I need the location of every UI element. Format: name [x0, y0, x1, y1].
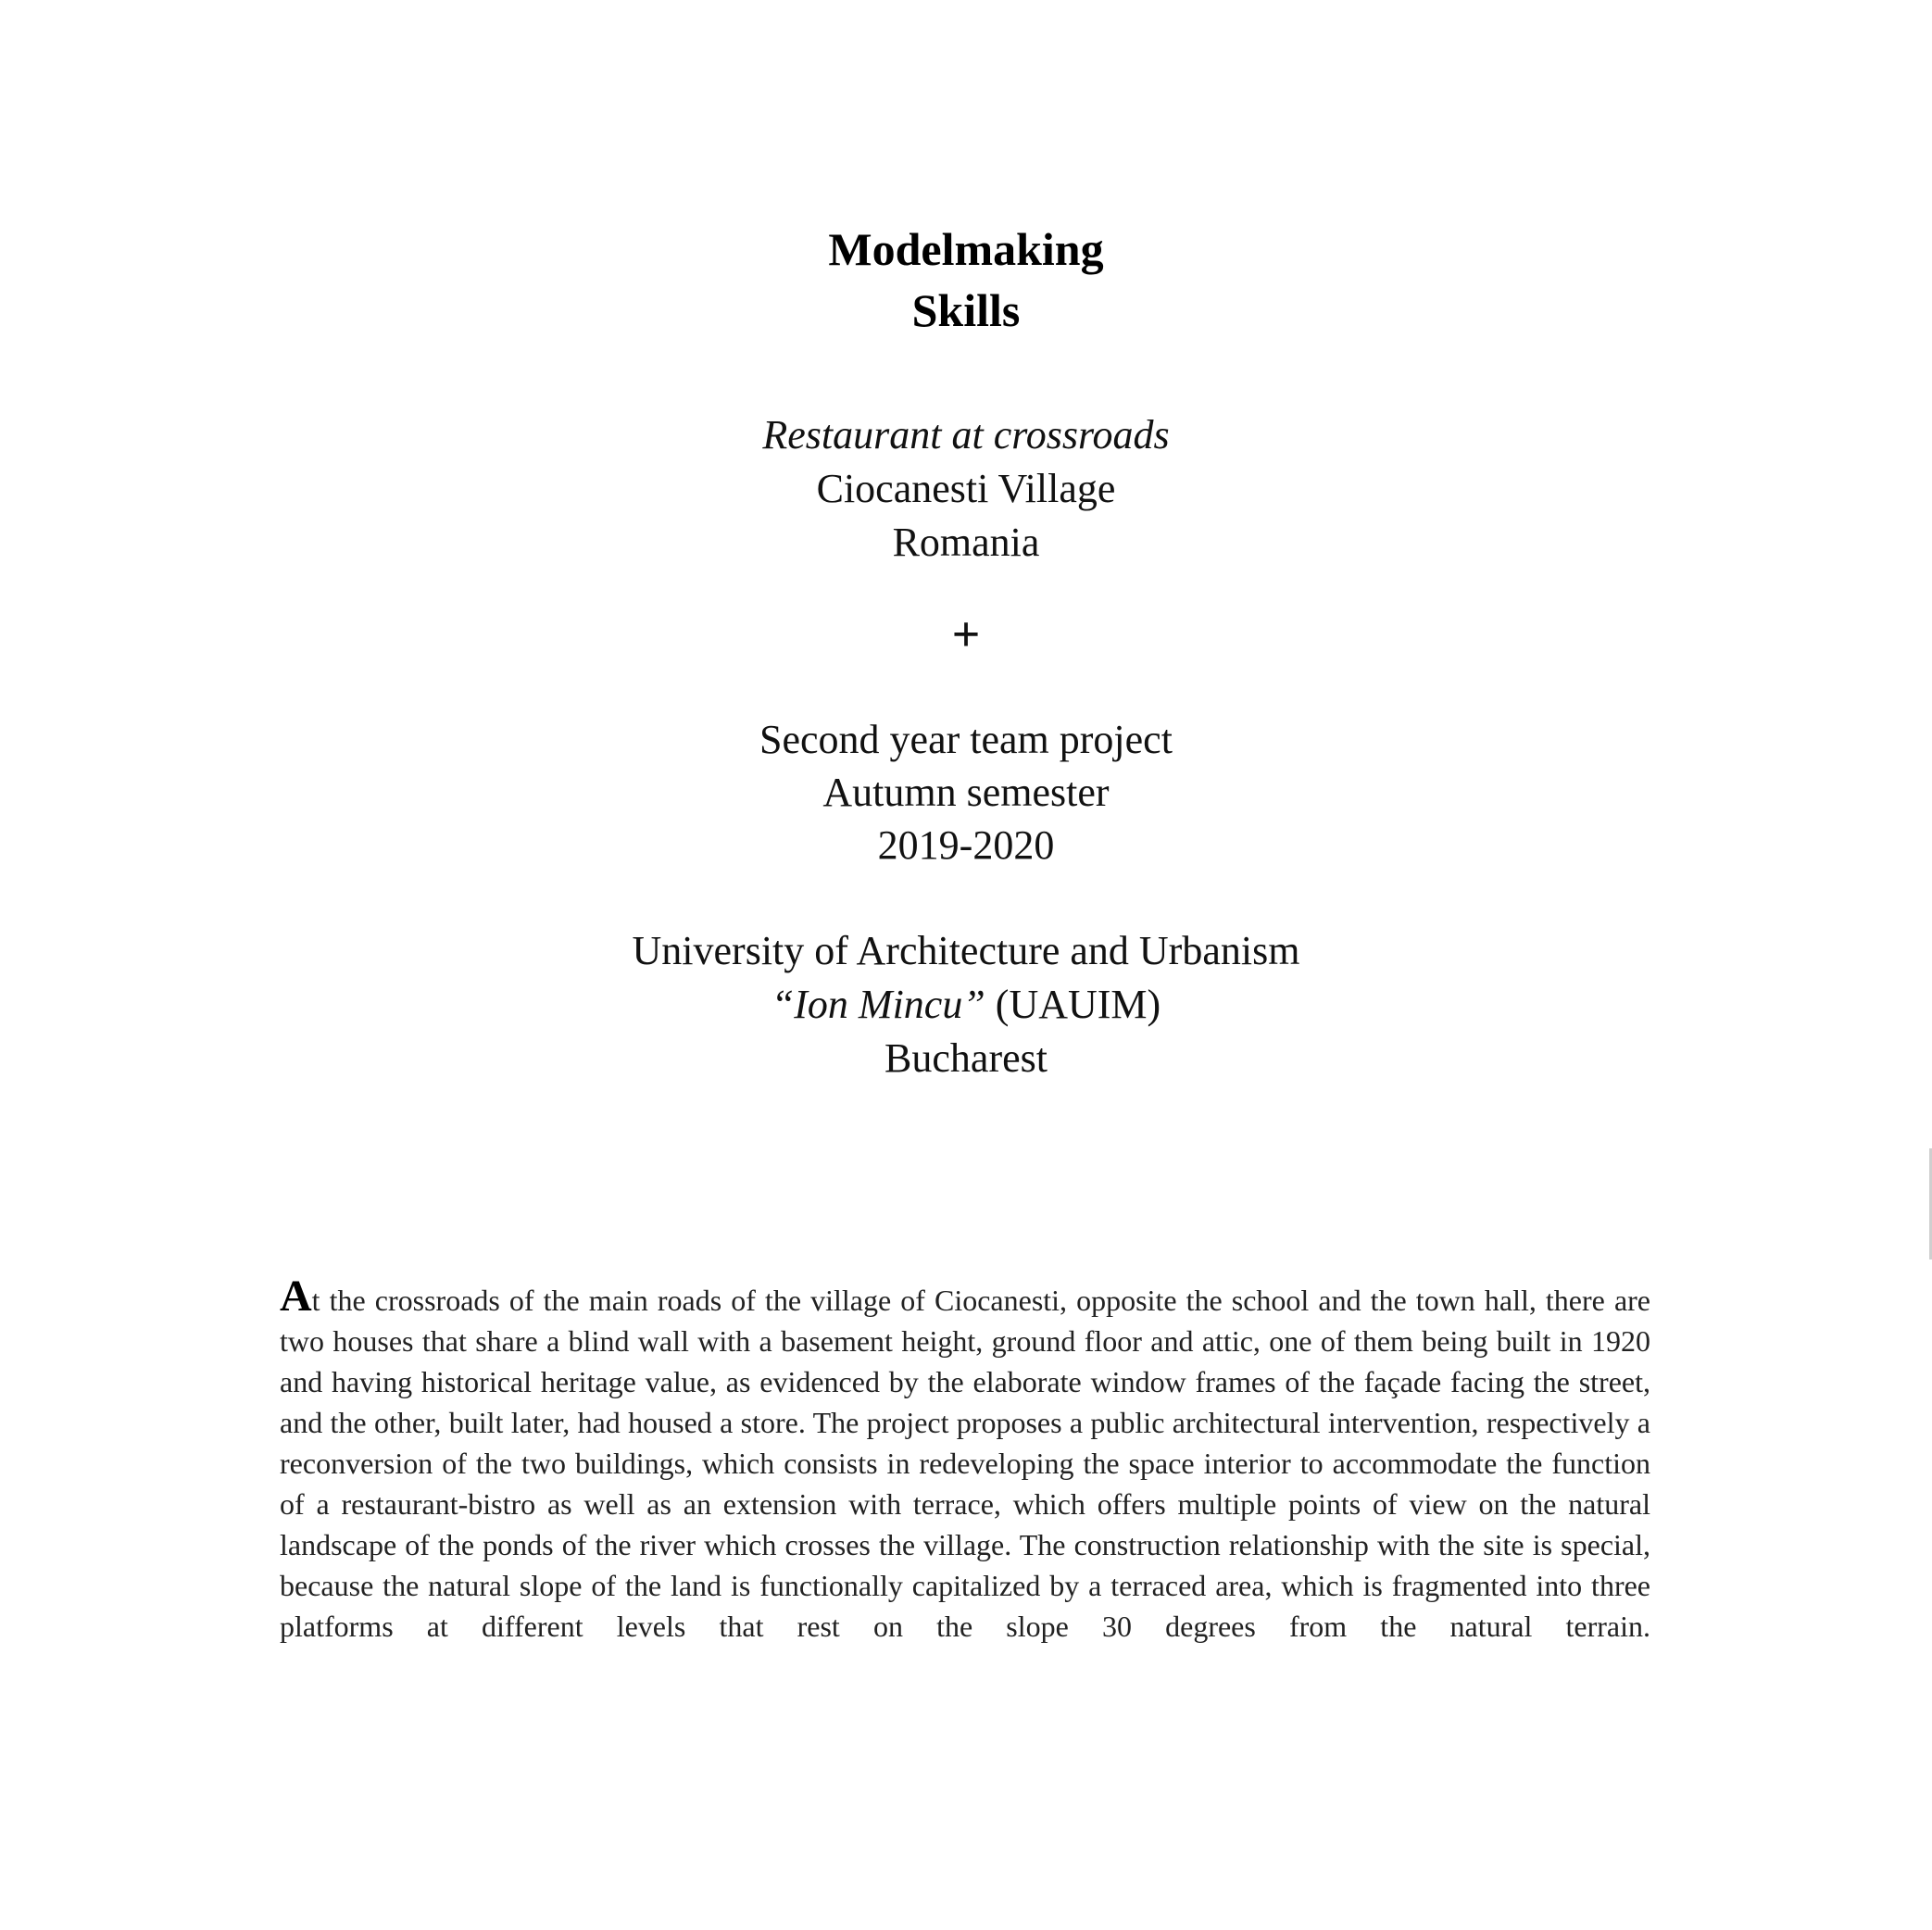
page-title — [0, 219, 1932, 341]
project-country: Romania — [892, 520, 1040, 565]
institution-quote-name: “Ion Mincu” — [771, 982, 985, 1027]
institution-abbreviation: (UAUIM) — [985, 982, 1161, 1027]
institution-info — [0, 924, 1932, 1085]
plus-separator: + — [951, 607, 981, 662]
description-paragraph — [280, 1272, 1650, 1647]
institution-city: Bucharest — [884, 1035, 1048, 1081]
course-line-3: 2019-2020 — [877, 822, 1055, 868]
project-info — [0, 408, 1932, 570]
institution-name: University of Architecture and Urbanism — [632, 928, 1300, 973]
description-text: t the crossroads of the main roads of the village of Ciocanesti, opposite the school and the town hall, there are two houses that share a blind wall with a basement height, ground floor and attic, one of them being built in 1920 and having historical heritage value, as evidenced by the elaborate window frames of the façade facing the street, and the other, built later, had housed a store. The project proposes a public architectural intervention, respectively a reconversion of the two buildings, which consists in redeveloping the space interior to accommodate the function of a restaurant-bistro as well as an extension with terrace, which offers multiple points of view on the natural landscape of the ponds of the river which crosses the village. The construction relationship with the site is special, because the natural slope of the land is functionally capitalized by a terraced area, which is fragmented into three platforms at different levels that rest on the slope 30 degrees from the natural terrain. — [280, 1284, 1650, 1643]
institution-subname — [0, 978, 1932, 1032]
course-info — [0, 713, 1932, 871]
title-line-2: Skills — [911, 284, 1021, 336]
project-location: Ciocanesti Village — [816, 466, 1116, 511]
project-name: Restaurant at crossroads — [762, 412, 1170, 457]
course-line-2: Autumn semester — [822, 770, 1110, 815]
title-line-1: Modelmaking — [828, 223, 1104, 275]
drop-cap: A — [280, 1272, 312, 1321]
course-line-1: Second year team project — [759, 717, 1173, 762]
